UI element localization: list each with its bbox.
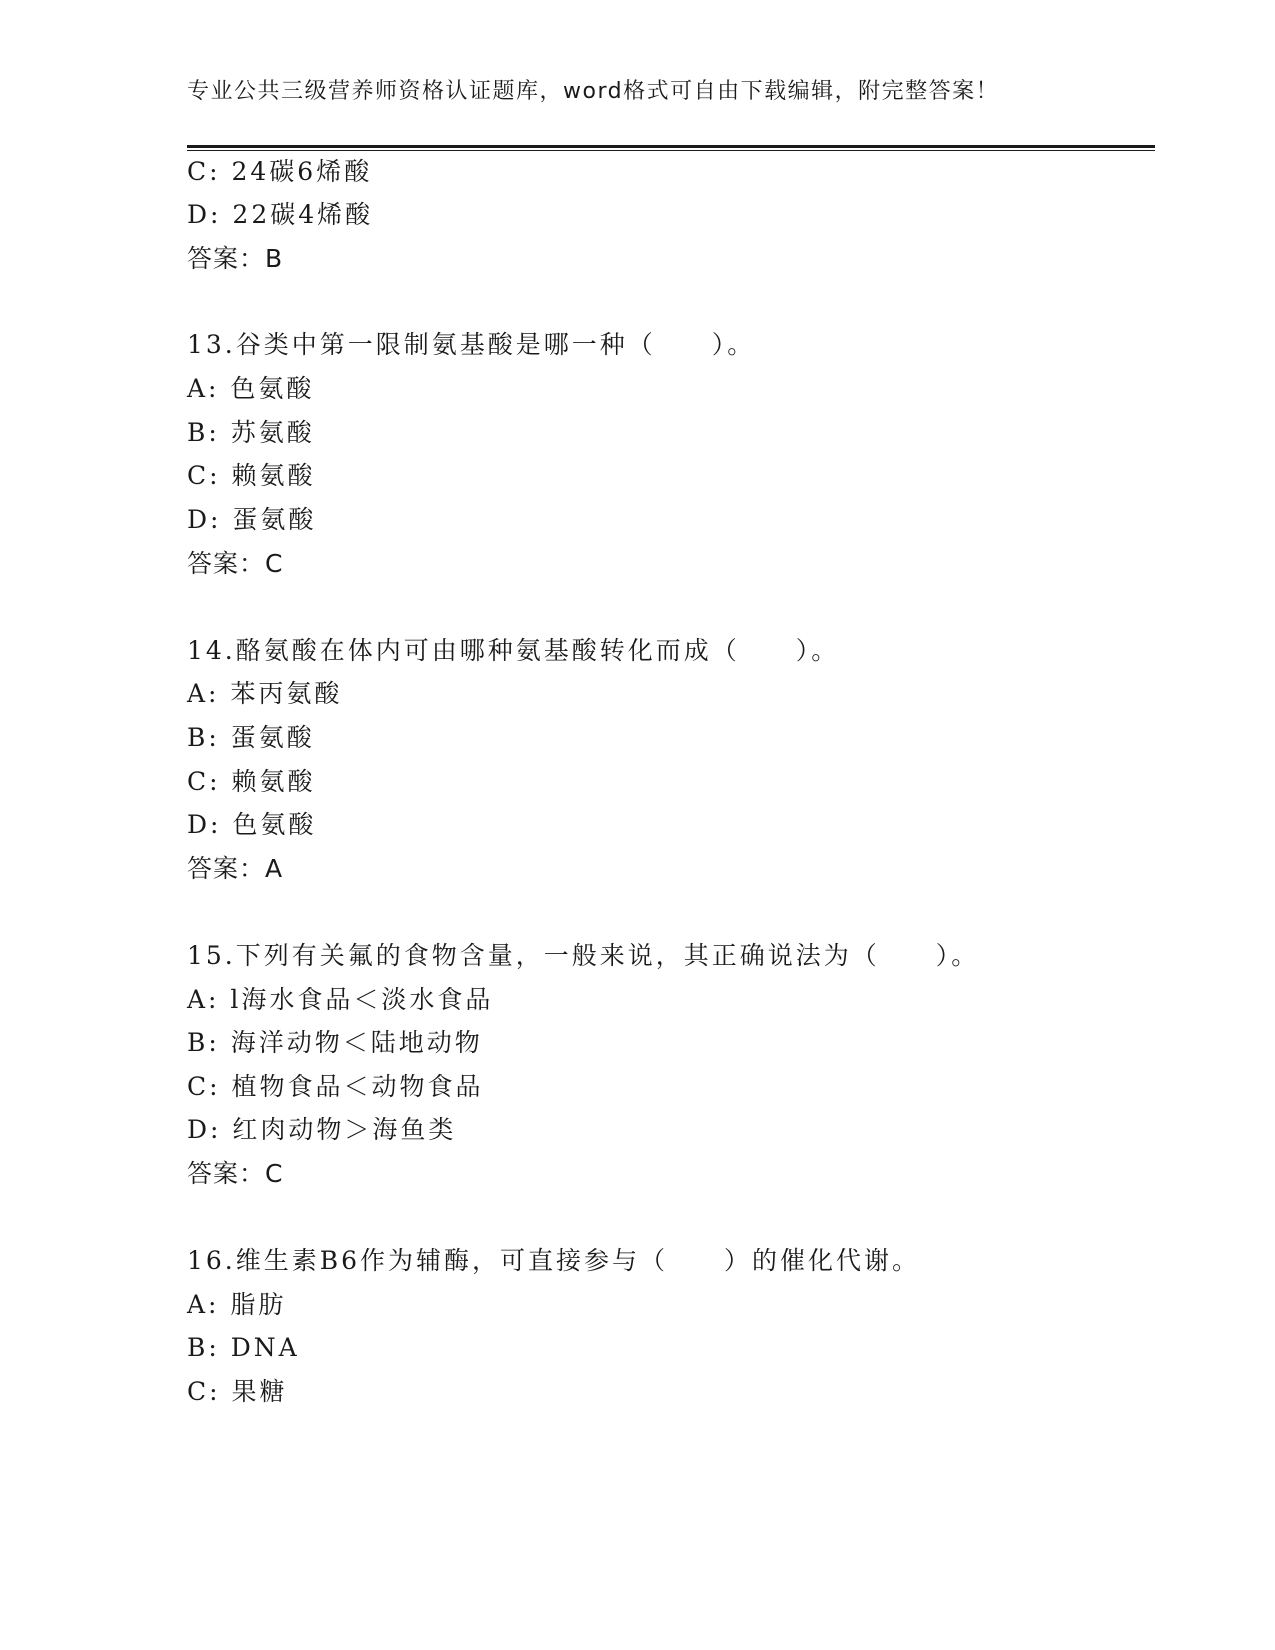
q14-option-c: C: 赖氨酸	[187, 767, 316, 796]
q15-option-b: B: 海洋动物＜陆地动物	[187, 1028, 483, 1057]
header-rule-thin	[187, 150, 1155, 151]
q14-option-b: B: 蛋氨酸	[187, 723, 315, 752]
q13-option-a: A: 色氨酸	[187, 374, 315, 403]
q14-question: 14.酪氨酸在体内可由哪种氨基酸转化而成（ ）。	[187, 636, 840, 665]
q12-option-c: C: 24碳6烯酸	[187, 157, 373, 186]
q14-answer: 答案：A	[187, 854, 284, 883]
q13-answer: 答案：C	[187, 549, 284, 578]
page-header: 专业公共三级营养师资格认证题库，word格式可自由下载编辑，附完整答案！	[187, 79, 1000, 104]
q16-question: 16.维生素B6作为辅酶，可直接参与（ ）的催化代谢。	[187, 1246, 921, 1275]
q16-option-b: B: DNA	[187, 1333, 300, 1362]
q15-question: 15.下列有关氟的食物含量，一般来说，其正确说法为（ ）。	[187, 941, 980, 970]
q15-option-a: A: l海水食品＜淡水食品	[187, 985, 494, 1014]
q14-option-a: A: 苯丙氨酸	[187, 679, 343, 708]
q15-option-c: C: 植物食品＜动物食品	[187, 1072, 484, 1101]
q16-option-c: C: 果糖	[187, 1377, 288, 1406]
q13-question: 13.谷类中第一限制氨基酸是哪一种（ ）。	[187, 330, 756, 359]
q15-answer: 答案：C	[187, 1159, 284, 1188]
q14-option-d: D: 色氨酸	[187, 810, 317, 839]
q13-option-b: B: 苏氨酸	[187, 418, 315, 447]
q15-option-d: D: 红肉动物＞海鱼类	[187, 1115, 457, 1144]
q12-option-d: D: 22碳4烯酸	[187, 200, 374, 229]
q12-answer: 答案：B	[187, 244, 284, 273]
q13-option-c: C: 赖氨酸	[187, 461, 316, 490]
header-rule-thick	[187, 145, 1155, 148]
q16-option-a: A: 脂肪	[187, 1290, 287, 1319]
q13-option-d: D: 蛋氨酸	[187, 505, 317, 534]
